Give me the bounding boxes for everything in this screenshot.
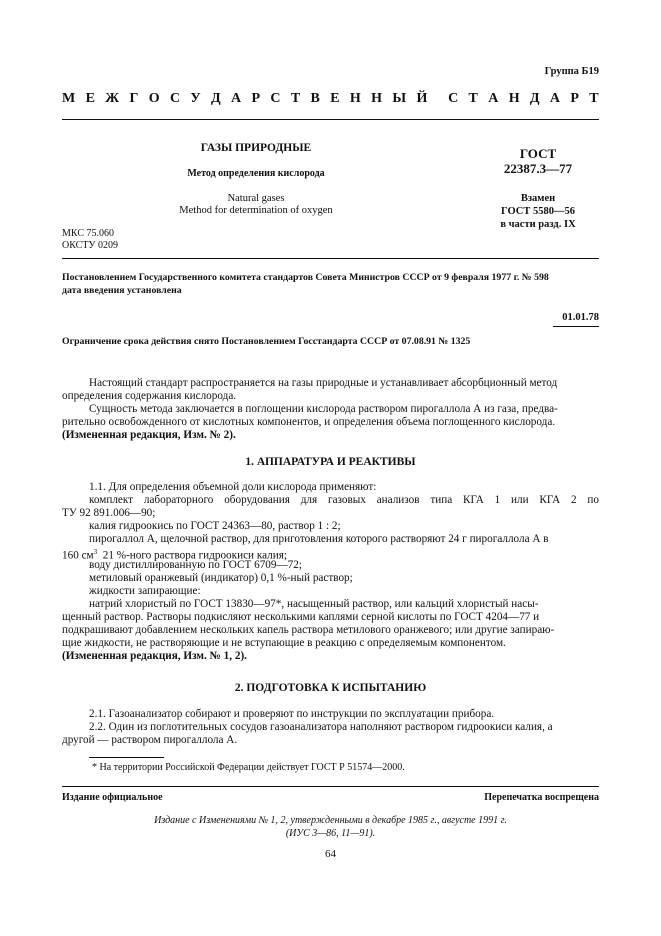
banner-letter: Т — [468, 91, 478, 106]
s1-line-2: комплект лабораторного оборудования для газовых анализов типа КГА 1 или КГА 2 по — [89, 494, 599, 506]
standard-banner — [62, 91, 599, 107]
banner-letter: Р — [251, 91, 261, 106]
intro-edit-note: (Измененная редакция, Изм. № 2). — [62, 429, 236, 441]
titleblock-rule — [62, 258, 599, 259]
s1-line-4: калия гидроокись по ГОСТ 24363—80, раствор 1 : 2; — [89, 520, 341, 532]
s1-line-1: 1.1. Для определения объемной доли кислорода применяют: — [89, 481, 377, 493]
classification-codes — [62, 228, 118, 252]
okstu-code: ОКСТУ 0209 — [62, 240, 119, 251]
gost-number: 22387.3—77 — [503, 161, 573, 176]
s1-line-6-sup: 3 — [93, 548, 98, 556]
banner-letter: А — [488, 91, 499, 106]
banner-letter: Г — [129, 91, 139, 106]
banner-letter: Н — [371, 91, 383, 106]
footer-rule — [62, 786, 599, 787]
gost-label: ГОСТ — [519, 146, 557, 161]
footnote: * На территории Российской Федерации действует ГОСТ Р 51574—2000. — [92, 762, 405, 773]
s1-line-8: метиловый оранжевый (индикатор) 0,1 %-ный раствор; — [89, 572, 353, 584]
banner-letter: М — [62, 91, 76, 106]
banner-letter: С — [169, 91, 181, 106]
s1-line-7: воду дистиллированную по ГОСТ 6709—72; — [89, 559, 302, 571]
official-edition: Издание официальное — [62, 792, 163, 803]
banner-letter: А — [231, 91, 242, 106]
s1-edit-note: (Измененная редакция, Изм. № 1, 2). — [62, 650, 247, 662]
banner-letter: Ы — [392, 91, 407, 106]
banner-letter: Е — [330, 91, 340, 106]
page-number: 64 — [325, 848, 336, 860]
intro-p1-line2: определения содержания кислорода. — [62, 390, 237, 402]
banner-letter: Д — [529, 91, 540, 106]
s1-line-11: щенный раствор. Растворы подкисляют несколькими каплями серной кислоты по ГОСТ 4204—77 и — [62, 611, 540, 623]
intro-p1-line1: Настоящий стандарт распространяется на газы природные и устанавливает абсорбционный метод — [89, 377, 558, 389]
header-rule — [62, 119, 599, 120]
title-en: Natural gases — [227, 193, 285, 204]
intro-p2-line2: рительно освобожденного от кислотных компонентов, и определения объема поглощенного кислорода. — [62, 416, 556, 428]
intro-p2-line1: Сущность метода заключается в поглощении кислорода раствором пирогаллола А из газа, предва- — [89, 403, 558, 415]
decree-line-2: дата введения установлена — [62, 285, 182, 296]
limit-removed-note: Ограничение срока действия снято Постановлением Госстандарта СССР от 07.08.91 № 1325 — [62, 336, 471, 347]
mks-code: МКС 75.060 — [62, 228, 114, 239]
group-code: Группа Б19 — [544, 66, 599, 77]
replaces-part: в части разд. IX — [500, 219, 576, 230]
banner-letter: Т — [290, 91, 301, 106]
banner-letter: Д — [211, 91, 221, 106]
s1-line-9: жидкости запирающие: — [89, 585, 201, 597]
title-en-block — [150, 193, 362, 217]
banner-letter: Н — [349, 91, 361, 106]
banner-letter: Й — [416, 91, 428, 106]
banner-letter: Т — [589, 91, 599, 106]
banner-letter: Е — [85, 91, 95, 106]
banner-letter: Р — [570, 91, 579, 106]
s2-line-3: другой — раствором пирогаллола А. — [62, 734, 238, 746]
reprint-prohibited: Перепечатка воспрещена — [484, 792, 599, 803]
banner-letter: С — [270, 91, 281, 106]
s1-line-13: щие жидкости, не растворяющие и не вступающие в реакцию с определяемым компонентом. — [62, 637, 506, 649]
s2-line-2: 2.2. Один из поглотительных сосудов газоанализатора наполняют раствором гидроокиси калия, а — [89, 721, 553, 733]
decree-text — [62, 271, 599, 297]
date-underline — [553, 326, 599, 327]
section-1-heading: 1. АППАРАТУРА И РЕАКТИВЫ — [245, 456, 416, 468]
s1-line-6-volume: 160 см — [62, 549, 94, 562]
introduction-date: 01.01.78 — [562, 312, 599, 323]
edition-note-2: (ИУС 3—86, 11—91). — [285, 828, 376, 839]
s1-line-3: ТУ 92 891.006—90; — [62, 507, 156, 519]
replaces-block — [468, 192, 608, 231]
banner-letter: Н — [508, 91, 520, 106]
s2-line-1: 2.1. Газоанализатор собирают и проверяют по инструкции по эксплуатации прибора. — [89, 708, 495, 720]
section-2-heading: 2. ПОДГОТОВКА К ИСПЫТАНИЮ — [234, 682, 427, 694]
s1-line-12: подкрашивают добавлением нескольких капель раствора метилового оранжевого; или другие запираю- — [62, 624, 555, 636]
s1-line-5: пирогаллол А, щелочной раствор, для приготовления которого растворяют 24 г пирогаллола А в — [89, 533, 549, 545]
banner-letter: А — [549, 91, 561, 106]
replaces-label: Взамен — [520, 193, 556, 204]
banner-letter: О — [148, 91, 160, 106]
subtitle-en: Method for determination of oxygen — [179, 205, 333, 216]
subtitle-ru: Метод определения кислорода — [187, 168, 325, 179]
banner-letter: У — [190, 91, 201, 106]
banner-letter: В — [310, 91, 320, 106]
edition-note-1: Издание с Изменениями № 1, 2, утвержденными в декабре 1985 г., августе 1991 г. — [154, 815, 507, 826]
s1-line-10: натрий хлористый по ГОСТ 13830—97*, насыщенный раствор, или кальций хлористый насы- — [89, 598, 539, 610]
banner-letter: С — [448, 91, 459, 106]
banner-letter: Ж — [105, 91, 120, 106]
s1-line-6-rest: 21 %-ного раствора гидроокиси калия; — [97, 549, 287, 562]
title-ru: ГАЗЫ ПРИРОДНЫЕ — [200, 142, 312, 154]
footnote-rule — [89, 757, 164, 758]
replaces-gost: ГОСТ 5580—56 — [501, 206, 575, 217]
decree-line-1: Постановлением Государственного комитета стандартов Совета Министров СССР от 9 февраля 1977 г. № 598 — [62, 272, 549, 283]
